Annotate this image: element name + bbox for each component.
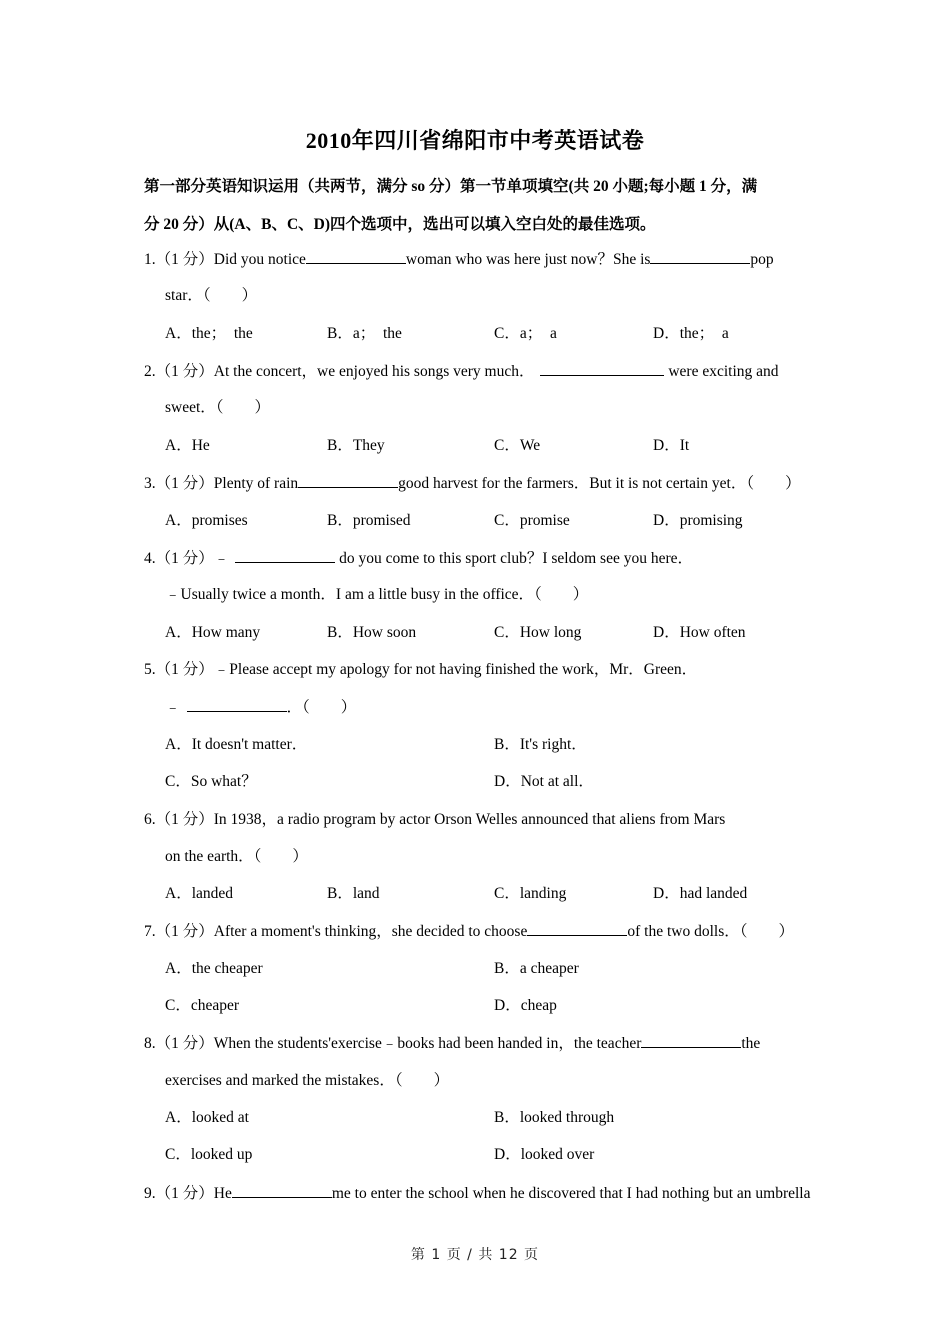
option-b[interactable]: B．How soon: [327, 624, 417, 641]
option-d[interactable]: D．had landed: [653, 885, 748, 902]
option-a[interactable]: A．landed: [165, 885, 234, 902]
section-instructions-line-1: 第一部分英语知识运用（共两节，满分 so 分）第一节单项填空(共 20 小题;每小题 1 分，满: [144, 178, 758, 195]
option-c[interactable]: C．promise: [494, 512, 570, 529]
option-d[interactable]: D．promising: [653, 512, 743, 529]
option-d[interactable]: D．the； a: [653, 325, 729, 342]
question-8: 8.（1 分）When the students'exercise﹣books had been handed in，the teacher the: [144, 1035, 761, 1052]
option-c[interactable]: C．landing: [494, 885, 567, 902]
answer-blank[interactable]: [306, 249, 406, 264]
option-d[interactable]: D．cheap: [494, 997, 557, 1014]
answer-blank[interactable]: [232, 1183, 332, 1198]
question-9: 9.（1 分）He me to enter the school when he discovered that I had nothing but an umbrella: [144, 1185, 811, 1202]
question-1: 1.（1 分）Did you notice woman who was here just now？She is pop: [144, 251, 774, 268]
option-b[interactable]: B．looked through: [494, 1109, 615, 1126]
option-d[interactable]: D．How often: [653, 624, 746, 641]
option-c[interactable]: C．So what？: [165, 773, 257, 790]
question-8-continued: exercises and marked the mistakes．（ ）: [165, 1072, 450, 1089]
option-c[interactable]: C．a； a: [494, 325, 557, 342]
question-6-continued: on the earth．（ ）: [165, 848, 308, 865]
option-c[interactable]: C．How long: [494, 624, 582, 641]
option-a[interactable]: A．the cheaper: [165, 960, 263, 977]
option-c[interactable]: C．We: [494, 437, 541, 454]
answer-blank[interactable]: [235, 548, 335, 563]
option-a[interactable]: A．promises: [165, 512, 248, 529]
question-3: 3.（1 分）Plenty of rain good harvest for the farmers．But it is not certain yet．（ ）: [144, 475, 801, 492]
option-d[interactable]: D．It: [653, 437, 690, 454]
question-2: 2.（1 分）At the concert，we enjoyed his songs very much． were exciting and: [144, 363, 779, 380]
question-7: 7.（1 分）After a moment's thinking，she decided to choose of the two dolls．（ ）: [144, 923, 794, 940]
option-b[interactable]: B．a； the: [327, 325, 402, 342]
question-1-continued: star．（ ）: [165, 287, 258, 304]
option-d[interactable]: D．looked over: [494, 1146, 595, 1163]
question-4-continued: ﹣Usually twice a month．I am a little busy in the office．（ ）: [165, 586, 589, 603]
question-5: 5.（1 分）﹣Please accept my apology for not having finished the work，Mr．Green．: [144, 661, 698, 678]
option-a[interactable]: A．He: [165, 437, 210, 454]
question-5-continued: ﹣ ．（ ）: [165, 699, 357, 716]
option-b[interactable]: B．They: [327, 437, 385, 454]
question-4: 4.（1 分）﹣ do you come to this sport club？I seldom see you here．: [144, 550, 694, 567]
option-b[interactable]: B．a cheaper: [494, 960, 579, 977]
question-6: 6.（1 分）In 1938，a radio program by actor Orson Welles announced that aliens from Mars: [144, 811, 726, 828]
answer-blank[interactable]: [650, 249, 750, 264]
answer-blank[interactable]: [298, 473, 398, 488]
option-b[interactable]: B．It's right．: [494, 736, 587, 753]
section-instructions-line-2: 分 20 分）从(A、B、C、D)四个选项中，选出可以填入空白处的最佳选项。: [144, 216, 656, 233]
question-2-continued: sweet．（ ）: [165, 399, 271, 416]
answer-blank[interactable]: [527, 921, 627, 936]
option-c[interactable]: C．cheaper: [165, 997, 240, 1014]
option-a[interactable]: A．How many: [165, 624, 261, 641]
option-d[interactable]: D．Not at all．: [494, 773, 594, 790]
page-title: 2010年四川省绵阳市中考英语试卷: [305, 128, 645, 153]
page-number: 第 1 页 / 共 12 页: [410, 1247, 540, 1263]
option-a[interactable]: A．It doesn't matter．: [165, 736, 308, 753]
option-a[interactable]: A．the； the: [165, 325, 253, 342]
option-b[interactable]: B．land: [327, 885, 380, 902]
option-c[interactable]: C．looked up: [165, 1146, 253, 1163]
answer-blank[interactable]: [187, 697, 287, 712]
answer-blank[interactable]: [540, 361, 664, 376]
option-a[interactable]: A．looked at: [165, 1109, 249, 1126]
option-b[interactable]: B．promised: [327, 512, 411, 529]
answer-blank[interactable]: [641, 1033, 741, 1048]
